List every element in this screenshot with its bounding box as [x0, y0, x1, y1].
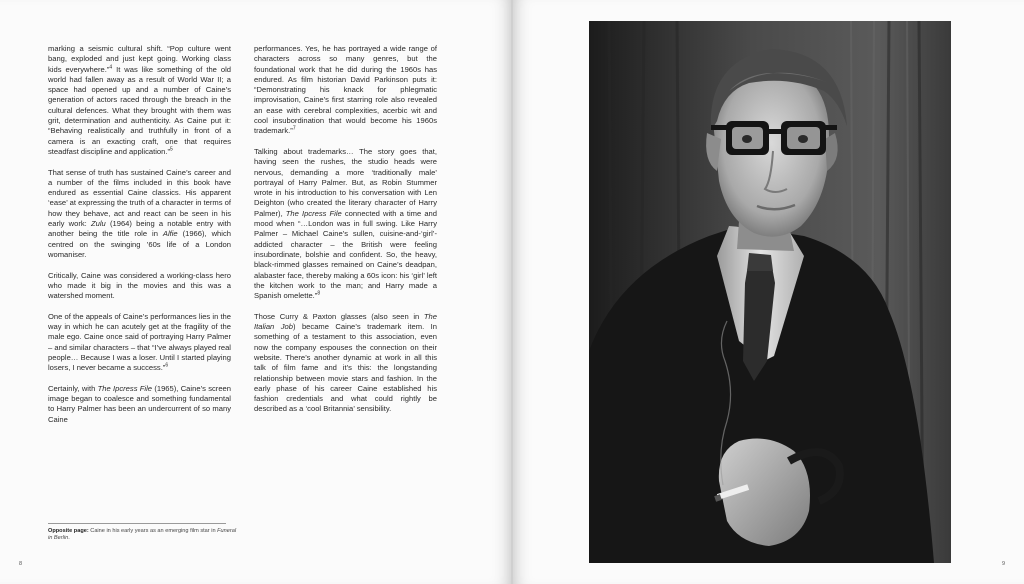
text-run: Critically, Caine was considered a working-class hero who made it big in the movies and this was a watershed moment. [48, 270, 231, 301]
page-number-left: 8 [19, 561, 23, 567]
footnote-marker: 7 [292, 125, 296, 132]
text-run: marking a seismic cultural shift. “Pop culture went bang, exploded and just kept going. Working class kids everywhere.” [48, 44, 231, 74]
text-run: One of the appeals of Caine’s performances lies in the way in which he can acutely get at the fragility of the male ego. Caine once said of portraying Harry Palmer – and similar characters – that “I’ve always played real people… Because I was a loser. Until I started playing losers, I never became a success.” [48, 311, 231, 373]
text-run: That sense of truth has sustained Caine’s career and a number of the films included in this book have endured as essential Caine classics. His apparent ‘ease’ at expressing the truth of a character in terms of how they behave, act and react can be seen in his early work: [48, 167, 231, 229]
film-title: Zulu [91, 219, 106, 229]
paragraph [254, 147, 437, 301]
paragraph [48, 168, 231, 261]
paragraph [48, 271, 231, 302]
footnote-marker: 4 [109, 64, 113, 71]
footnote-marker: 6 [165, 362, 169, 369]
text-column-2 [254, 44, 437, 425]
text-run: performances. Yes, he has portrayed a wide range of characters across so many genres, but the foundational work that he did during the 1960s has endured. As film historian David Parkinson puts it: “Demonstrating his knack for phlegmatic improvisation, Caine’s first starring role also revealed an ease with cerebral complexities, acerbic wit and cool insubordination that would become his 1960s trademark.” [254, 44, 437, 136]
paragraph [254, 312, 437, 415]
film-title: The Ipcress File [97, 383, 153, 393]
photo-caption [48, 528, 238, 542]
text-run: Those Curry & Paxton glasses (also seen in [254, 311, 424, 321]
text-run: Certainly, with [48, 383, 98, 393]
text-run: ) became Caine’s trademark item. In something of a testament to this association, even now the company espouses the connection on their website. There’s another dynamic at work in all this talk of film fame and it’s this: the longstanding relationship between movie stars and fashion. In the early phase of his career Caine established his fashion credentials and what could rightly be described as a ‘cool Britannia’ sensibility. [254, 322, 437, 414]
paragraph [48, 312, 231, 374]
portrait-photo [589, 21, 951, 563]
text-run: (1966), which centred on the swinging ’60s life of a London womaniser. [48, 229, 231, 259]
left-page [0, 0, 511, 584]
footnote-marker: 8 [317, 290, 321, 297]
portrait-photo-illustration [589, 21, 951, 563]
caption-rule [48, 523, 226, 524]
text-run: connected with a time and mood when “…London was in full swing. Like Harry Palmer – Michael Caine’s sullen, cuisine-and-‘girl’-addicted character – the British were feeling insubordinate, bolshie and confident. So, the heavy, black-rimmed glasses remained on Caine’s deadpan, alabaster face, thereby making a 60s icon: his ‘girl’ left the kitchen work to the man; and Harry made a Spanish omelette.” [254, 208, 437, 301]
film-title: The Italian Job [254, 311, 437, 332]
paragraph [48, 44, 231, 157]
text-run: (1965), Caine’s screen image began to coalesce and something fundamental to Harry Palmer has been an undercurrent of so many Caine [48, 383, 231, 424]
caption-end: . [68, 535, 70, 542]
text-run: It was like something of the old world had fallen away as a result of World War II; a space had opened up and a number of Caine’s generation of actors raced through the breach in the cultural defences. What they brought with them was grit, determination and authenticity. As Caine put it: “Behaving realistically and truthfully in front of a camera is an exacting craft, one that requires steadfast discipline and application.” [48, 64, 231, 156]
page-number-right: 9 [1002, 561, 1006, 567]
footnote-marker: 5 [170, 146, 173, 153]
paragraph [48, 384, 231, 425]
paragraph [254, 44, 437, 137]
text-run: (1964) being a notable entry with another being the title role in [48, 219, 231, 239]
caption-text: Caine in his early years as an emerging film star in [88, 528, 218, 534]
caption-film-title: Funeral in Berlin [48, 528, 237, 542]
text-column-1 [48, 44, 231, 435]
film-title: Alfie [162, 229, 178, 239]
caption-label: Opposite page: [48, 528, 89, 534]
text-run: Talking about trademarks… The story goes that, having seen the rushes, the studio heads were nervous, demanding a more ‘traditionally male’ portrayal of Harry Palmer. But, as Robin Stummer wrote in his introduction to his conversation with Len Deighton (who created the literary character of Harry Palmer), [254, 146, 437, 218]
film-title: The Ipcress File [285, 208, 342, 218]
